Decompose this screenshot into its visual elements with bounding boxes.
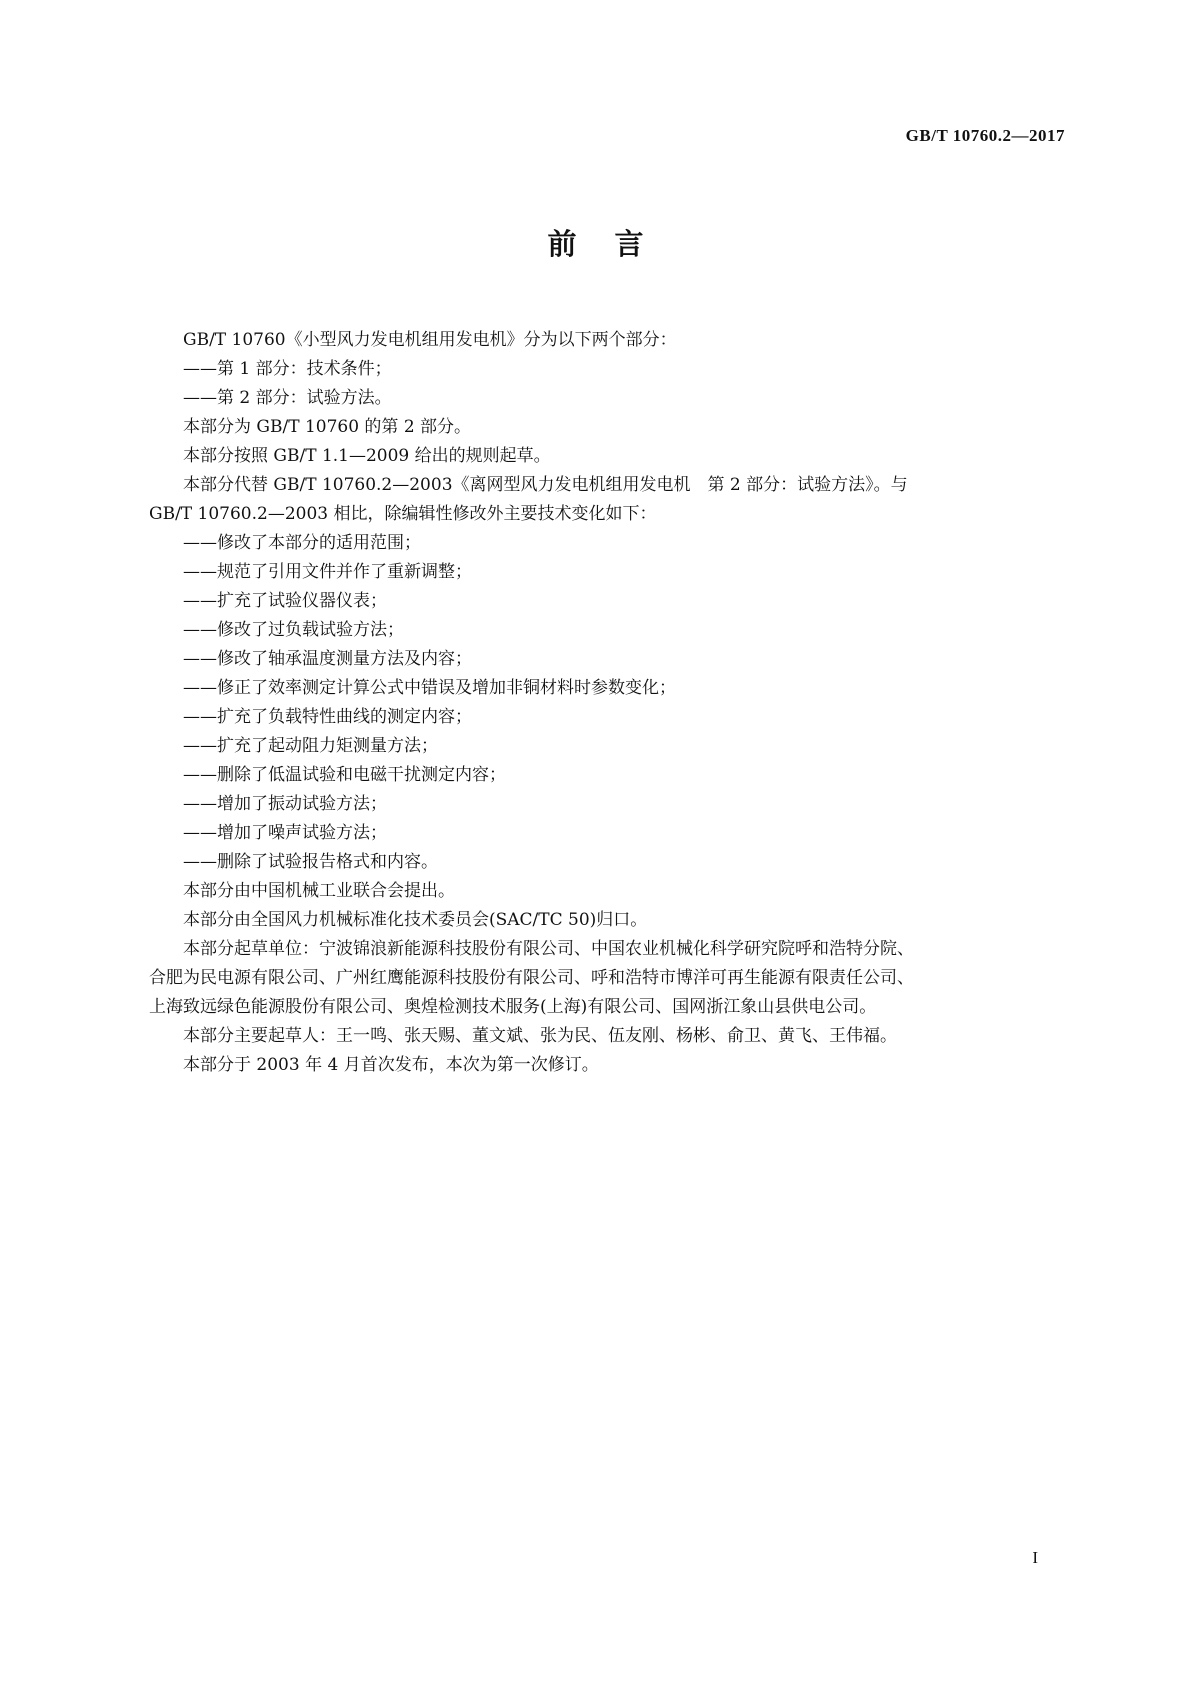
document-body bbox=[149, 326, 1049, 1080]
paragraph: 本部分于 2003 年 4 月首次发布，本次为第一次修订。 bbox=[183, 1055, 599, 1075]
paragraph: ——增加了振动试验方法； bbox=[183, 794, 387, 814]
paragraph: 本部分由中国机械工业联合会提出。 bbox=[183, 881, 455, 901]
paragraph: 本部分由全国风力机械标准化技术委员会(SAC/TC 50)归口。 bbox=[183, 910, 648, 930]
paragraph: ——修改了本部分的适用范围； bbox=[183, 533, 421, 553]
paragraph: ——增加了噪声试验方法； bbox=[183, 823, 387, 843]
paragraph: 本部分主要起草人：王一鸣、张天赐、董文斌、张为民、伍友刚、杨彬、俞卫、黄飞、王伟福。 bbox=[183, 1026, 897, 1046]
paragraph: 本部分起草单位：宁波锦浪新能源科技股份有限公司、中国农业机械化科学研究院呼和浩特分院、 bbox=[183, 939, 914, 959]
paragraph-continuation: 上海致远绿色能源股份有限公司、奥煌检测技术服务(上海)有限公司、国网浙江象山县供电公司。 bbox=[149, 997, 877, 1017]
paragraph: ——扩充了起动阻力矩测量方法； bbox=[183, 736, 438, 756]
paragraph: ——删除了试验报告格式和内容。 bbox=[183, 852, 438, 872]
standard-code: GB/T 10760.2—2017 bbox=[905, 126, 1065, 145]
paragraph: ——修改了轴承温度测量方法及内容； bbox=[183, 649, 472, 669]
paragraph: 本部分按照 GB/T 1.1—2009 给出的规则起草。 bbox=[183, 446, 551, 466]
page-number: I bbox=[1032, 1548, 1038, 1567]
paragraph: ——规范了引用文件并作了重新调整； bbox=[183, 562, 472, 582]
paragraph: ——扩充了试验仪器仪表； bbox=[183, 591, 387, 611]
paragraph-continuation: 合肥为民电源有限公司、广州红鹰能源科技股份有限公司、呼和浩特市博洋可再生能源有限责任公司、 bbox=[149, 968, 914, 988]
paragraph: ——修正了效率测定计算公式中错误及增加非铜材料时参数变化； bbox=[183, 678, 676, 698]
paragraph: 本部分代替 GB/T 10760.2—2003《离网型风力发电机组用发电机 第 2 部分：试验方法》。与 bbox=[183, 475, 908, 495]
paragraph: ——第 1 部分：技术条件； bbox=[183, 359, 392, 379]
paragraph: 本部分为 GB/T 10760 的第 2 部分。 bbox=[183, 417, 472, 437]
paragraph: ——修改了过负载试验方法； bbox=[183, 620, 404, 640]
paragraph-continuation: GB/T 10760.2—2003 相比，除编辑性修改外主要技术变化如下： bbox=[149, 504, 657, 524]
paragraph: ——第 2 部分：试验方法。 bbox=[183, 388, 392, 408]
paragraph: GB/T 10760《小型风力发电机组用发电机》分为以下两个部分： bbox=[183, 330, 677, 350]
page-title: 前言 bbox=[547, 227, 682, 261]
paragraph: ——删除了低温试验和电磁干扰测定内容； bbox=[183, 765, 506, 785]
paragraph: ——扩充了负载特性曲线的测定内容； bbox=[183, 707, 472, 727]
